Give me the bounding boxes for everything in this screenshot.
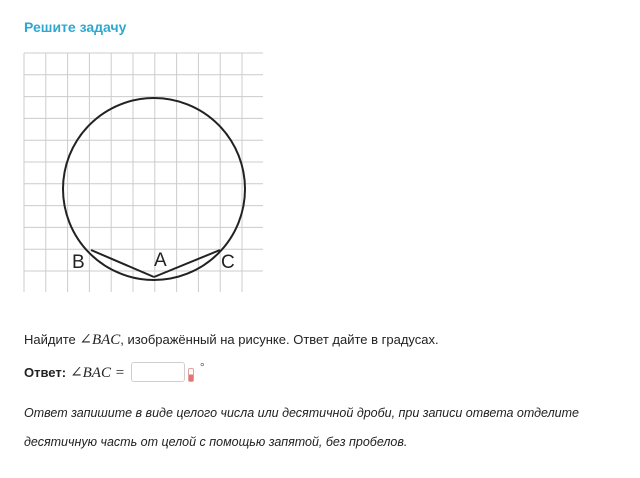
task-text-suffix: , изображённый на рисунке. Ответ дайте в градусах.	[120, 332, 439, 347]
answer-row	[24, 360, 205, 384]
answer-expression: ∠BAC =	[70, 364, 125, 381]
task-statement	[24, 330, 439, 349]
answer-input[interactable]	[131, 362, 185, 382]
answer-hint: Ответ запишите в виде целого числа или десятичной дроби, при записи ответа отделите десятичную часть от целой с помощью запятой, без пробелов.	[24, 406, 579, 449]
point-label-b: B	[72, 252, 85, 273]
task-heading: Решите задачу	[24, 19, 127, 35]
point-label-c: C	[221, 252, 235, 273]
geometry-figure	[23, 52, 263, 292]
point-label-a: A	[154, 250, 167, 271]
task-text-prefix: Найдите	[24, 332, 80, 347]
input-status-icon	[188, 368, 194, 382]
angle-expression: ∠BAC	[79, 332, 121, 348]
degree-unit: °	[199, 360, 205, 374]
answer-label: Ответ:	[24, 364, 67, 380]
